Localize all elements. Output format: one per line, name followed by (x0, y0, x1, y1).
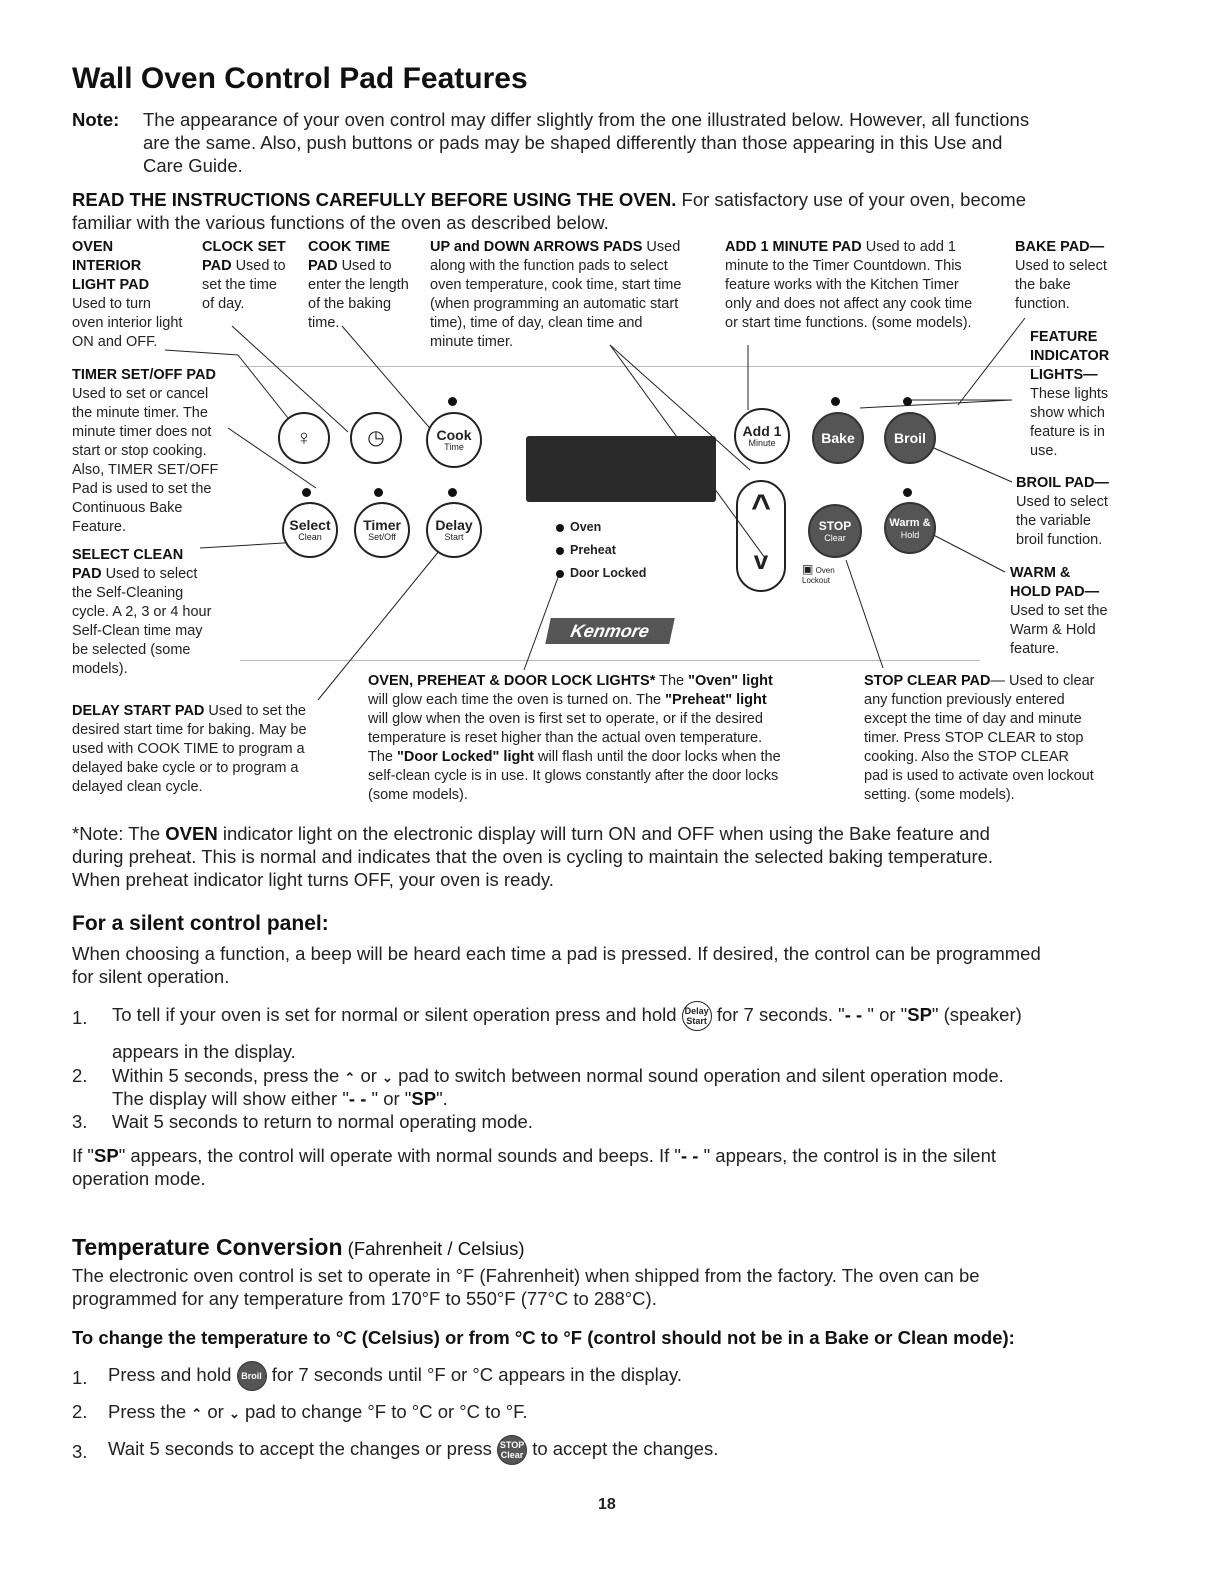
clock-set-pad[interactable] (350, 412, 402, 464)
temp-step-1-text: Press and hold Broil for 7 seconds until °F or °C appears in the display. (108, 1361, 682, 1391)
page-title: Wall Oven Control Pad Features (72, 62, 528, 95)
page-number: 18 (598, 1496, 616, 1513)
preheat-indicator: Preheat (556, 543, 616, 557)
silent-heading: For a silent control panel: (72, 912, 329, 935)
broil-label: BROIL PAD— Used to select the variable broil function. (1016, 475, 1109, 548)
delay-start-pad[interactable]: Delay Start (426, 502, 482, 558)
oven-lockout-indicator: ▣ Oven Lockout (802, 562, 835, 585)
lock-icon: ▣ (802, 562, 814, 576)
read-instructions: READ THE INSTRUCTIONS CAREFULLY BEFORE USING THE OVEN. For satisfactory use of your oven, become familiar with the various functions of the oven as described below. (72, 189, 1026, 233)
clock-set-label: CLOCK SET PAD Used to set the time of day. (202, 239, 286, 312)
warm-hold-indicator (903, 488, 912, 497)
arrows-label: UP and DOWN ARROWS PADS Used along with the function pads to select oven temperature, cook time, start time (when programming an automatic start time), time of day, clean time and minute timer. (430, 239, 682, 350)
silent-step-2-line2: The display will show either "- - " or "SP". (112, 1088, 448, 1109)
note-text: The appearance of your oven control may differ slightly from the one illustrated below. However, all functions are the same. Also, push buttons or pads may be shaped differently than those appearing in this Use and Care Guide. (143, 109, 1030, 176)
oven-indicator: Oven (556, 520, 601, 534)
leader-delay (318, 540, 448, 700)
lights-label: OVEN, PREHEAT & DOOR LOCK LIGHTS* The "Oven" light will glow each time the oven is turned on. The "Preheat" light will glow when the oven is first set to operate, or if the desired temperature is reset higher than the actual oven temperature. The "Door Locked" light will flash until the door locks when the self-clean cycle is in use. It glows constantly after the door locks (some models). (368, 673, 781, 803)
select-clean-label: SELECT CLEAN PAD Used to select the Self-Cleaning cycle. A 2, 3 or 4 hour Self-Clean time may be selected (some models). (72, 547, 212, 677)
broil-inline-icon: Broil (237, 1361, 267, 1391)
oven-light-pad[interactable] (278, 412, 330, 464)
electronic-display (526, 436, 716, 502)
feature-lights-label: FEATURE INDICATOR LIGHTS— These lights show which feature is in use. (1030, 329, 1110, 459)
add1-label: ADD 1 MINUTE PAD Used to add 1 minute to the Timer Countdown. This feature works with the Kitchen Timer only and does not affect any cook time or start time functions. (some models). (725, 239, 973, 331)
bake-pad[interactable]: Bake (812, 412, 864, 464)
select-clean-pad[interactable]: Select Clean (282, 502, 338, 558)
door-locked-indicator: Door Locked (556, 566, 646, 580)
temp-heading: Temperature Conversion (Fahrenheit / Celsius) (72, 1234, 525, 1260)
down-arrow-icon: ⌄ (228, 1406, 240, 1421)
silent-step-2: 2. (72, 1065, 88, 1086)
delay-indicator (448, 488, 457, 497)
temp-step-1: 1. (72, 1367, 88, 1388)
down-arrow-icon[interactable]: v (753, 545, 769, 575)
silent-step-3-text: Wait 5 seconds to return to normal operating mode. (112, 1111, 533, 1132)
timer-set-off-pad[interactable]: Timer Set/Off (354, 502, 410, 558)
temp-step-2: 2. (72, 1401, 88, 1422)
stop-clear-pad[interactable]: STOP Clear (808, 504, 862, 558)
up-arrow-icon: ⌃ (191, 1406, 203, 1421)
delay-start-label: DELAY START PAD Used to set the desired start time for baking. May be used with COOK TIME to program a delayed bake cycle or to program a delayed clean cycle. (72, 703, 307, 795)
bake-indicator (831, 397, 840, 406)
down-arrow-icon: ⌄ (382, 1070, 393, 1085)
temp-instruction: To change the temperature to °C (Celsius) or from °C to °F (control should not be in a Bake or Clean mode): (72, 1327, 1015, 1348)
leader-bake (958, 318, 1025, 405)
leader-feature-b (860, 400, 1012, 408)
bake-label: BAKE PAD— Used to select the bake function. (1015, 239, 1107, 312)
silent-step-2-text: Within 5 seconds, press the ⌃ or ⌄ pad to switch between normal sound operation and silent operation mode. (112, 1064, 1004, 1089)
arrow-pads (736, 480, 786, 592)
silent-outro: If "SP" appears, the control will operate with normal sounds and beeps. If "- - " appears, the control is in the silent operation mode. (72, 1145, 997, 1189)
up-arrow-icon[interactable]: ^ (751, 488, 771, 526)
kenmore-logo: Kenmore (545, 618, 675, 644)
cook-time-pad[interactable]: Cook Time (426, 412, 482, 468)
warm-hold-pad[interactable]: Warm & Hold (884, 502, 936, 554)
silent-intro: When choosing a function, a beep will be heard each time a pad is pressed. If desired, the control can be programmed for silent operation. (72, 943, 1041, 987)
cook-time-label: COOK TIME PAD Used to enter the length of the baking time. (308, 239, 409, 331)
temp-step-2-text: Press the ⌃ or ⌄ pad to change °F to °C or °C to °F. (108, 1400, 528, 1425)
temp-step-3-text: Wait 5 seconds to accept the changes or press STOP Clear to accept the changes. (108, 1435, 718, 1465)
timer-indicator (374, 488, 383, 497)
silent-step-1: 1. (72, 1007, 88, 1028)
stop-clear-inline-icon: STOP Clear (497, 1435, 527, 1465)
add1-minute-pad[interactable]: Add 1 Minute (734, 408, 790, 464)
silent-step-3: 3. (72, 1111, 88, 1132)
warm-hold-label: WARM & HOLD PAD— Used to set the Warm & Hold feature. (1010, 565, 1108, 657)
silent-step-1-text: To tell if your oven is set for normal or silent operation press and hold Delay Start for 7 seconds. "- - " or "SP" (speaker) (112, 1001, 1022, 1031)
clock-icon: ◷ (367, 427, 385, 449)
leader-oven-light-b (238, 355, 288, 418)
note-label: Note: (72, 109, 120, 130)
leader-oven-light (165, 350, 238, 355)
temp-step-3: 3. (72, 1441, 88, 1462)
temp-paragraph: The electronic oven control is set to operate in °F (Fahrenheit) when shipped from the factory. The oven can be programmed for any temperature from 170°F to 550°F (77°C to 288°C). (72, 1265, 980, 1309)
up-arrow-icon: ⌃ (344, 1070, 356, 1085)
delay-start-inline-icon: Delay Start (682, 1001, 712, 1031)
broil-indicator (903, 397, 912, 406)
select-clean-indicator (302, 488, 311, 497)
stop-clear-label: STOP CLEAR PAD— Used to clear any function previously entered except the time of day and minute timer. Press STOP CLEAR to stop cooking. Also the STOP CLEAR pad is used to activate oven lockout setting. (some models). (864, 673, 1095, 803)
cook-time-indicator (448, 397, 457, 406)
oven-light-label: OVEN INTERIOR LIGHT PAD Used to turn oven interior light ON and OFF. (72, 239, 183, 350)
broil-pad[interactable]: Broil (884, 412, 936, 464)
silent-step-1-line2: appears in the display. (112, 1041, 296, 1062)
light-bulb-icon: ♀ (295, 425, 313, 450)
star-note: *Note: The OVEN indicator light on the electronic display will turn ON and OFF when using the Bake feature and during preheat. This is normal and indicates that the oven is cycling to maintain the selected baking temperature. When preheat indicator light turns OFF, your oven is ready. (72, 823, 994, 890)
timer-label: TIMER SET/OFF PAD Used to set or cancel the minute timer. The minute timer does not start or stop cooking. Also, TIMER SET/OFF Pad is used to set the Continuous Bake Feature. (72, 367, 219, 535)
